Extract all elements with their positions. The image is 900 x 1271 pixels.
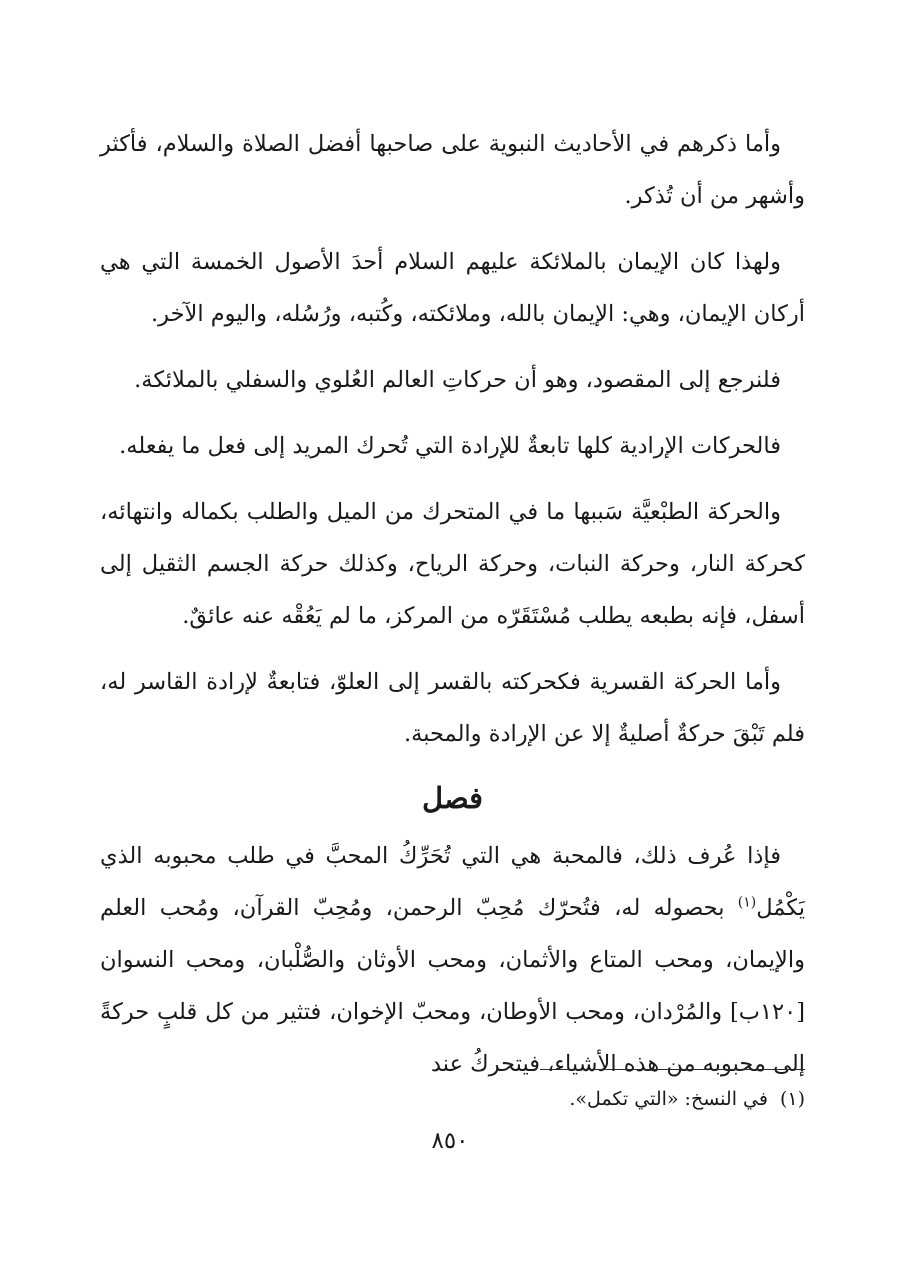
paragraph-3: فلنرجع إلى المقصود، وهو أن حركاتِ العالم العُلوي والسفلي بالملائكة. [134, 367, 781, 393]
paragraph-7-part-1: فإذا عُرف ذلك، فالمحبة هي التي تُحَرِّكُ المحبَّ في طلب محبوبه الذي يَكْمُل [100, 843, 805, 921]
page-number: ٨٥٠ [431, 1128, 469, 1154]
footnote-number: (١) [779, 1088, 805, 1110]
footnote-divider [540, 1069, 805, 1070]
paragraph-7-part-2: بحصوله له، فتُحرّك مُحِبّ الرحمن، ومُحِبّ القرآن، ومُحب العلم والإيمان، ومحب المتاع والأثمان، ومحب الأوثان والصُّلْبان، ومحب النسوان [١٢٠ب] والمُرْدان، ومحب الأوطان، ومحبّ الإخوان، فتثير من كل قلبٍ حركةً إلى محبوبه من هذه الأشياء، فيتحركُ عند [100, 895, 805, 1077]
paragraph-2: ولهذا كان الإيمان بالملائكة عليهم السلام أحدَ الأصول الخمسة التي هي أركان الإيمان، وهي: الإيمان بالله، وملائكته، وكُتبه، ورُسُله، واليوم الآخر. [100, 249, 805, 327]
footnote-reference: (١) [737, 894, 757, 911]
paragraph-1: وأما ذكرهم في الأحاديث النبوية على صاحبها أفضل الصلاة والسلام، فأكثر وأشهر من أن تُذكر. [100, 131, 805, 209]
section-heading: فصل [422, 781, 483, 815]
paragraph-5: والحركة الطبْعيَّة سَببها ما في المتحرك من الميل والطلب بكماله وانتهائه، كحركة النار، وحركة النبات، وحركة الرياح، وكذلك حركة الجسم الثقيل إلى أسفل، فإنه بطبعه يطلب مُسْتَقَرّه من المركز، ما لم يَعُقْه عنه عائقٌ. [100, 499, 805, 629]
paragraph-6: وأما الحركة القسرية فكحركته بالقسر إلى العلوّ، فتابعةٌ لإرادة القاسر له، فلم تَبْقَ حركةٌ أصليةٌ إلا عن الإرادة والمحبة. [100, 669, 805, 747]
paragraph-7 [100, 830, 805, 1090]
paragraph-4: فالحركات الإرادية كلها تابعةٌ للإرادة التي تُحرك المريد إلى فعل ما يفعله. [119, 433, 781, 459]
footnote [205, 1084, 805, 1114]
footnote-text: في النسخ: «التي تكمل». [569, 1088, 768, 1110]
page-body [100, 118, 805, 1104]
